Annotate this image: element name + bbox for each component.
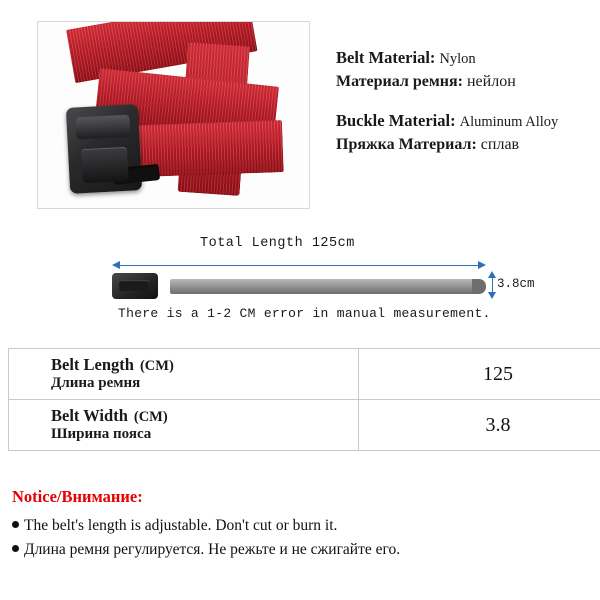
table-row — [9, 400, 600, 451]
spec-line-buckle-material-ru — [336, 134, 594, 157]
row-name-en: Belt Length — [51, 355, 134, 375]
spec-line-buckle-material-en — [336, 109, 594, 134]
length-dimension-arrow — [112, 261, 486, 270]
row-name-ru: Ширина пояса — [51, 426, 152, 443]
notice-item-en-text: The belt's length is adjustable. Don't cut or burn it. — [24, 517, 338, 534]
belt-width-label: 3.8cm — [497, 277, 535, 291]
table-cell-value-belt-length: 125 — [359, 349, 600, 400]
row-name-group — [51, 355, 357, 393]
total-length-label: Total Length 125cm — [200, 236, 355, 251]
notice-item-en — [12, 514, 592, 538]
arrow-head-down-icon — [488, 292, 496, 299]
spec-line-belt-material-ru — [336, 71, 594, 94]
notice-title: Notice/Внимание: — [12, 487, 143, 506]
row-name-en: Belt Width — [51, 406, 128, 426]
arrow-head-right-icon — [478, 261, 486, 269]
measurement-error-note: There is a 1-2 CM error in manual measurement. — [118, 306, 491, 321]
specification-table — [8, 348, 600, 451]
notice-block — [12, 487, 592, 562]
specification-text-block — [336, 46, 594, 157]
belt-flat-diagram — [112, 278, 486, 295]
table-cell-name-belt-length — [9, 349, 359, 400]
bullet-icon — [12, 521, 19, 528]
spec-value-buckle-material-en: Aluminum Alloy — [459, 114, 559, 131]
table-cell-name-belt-width — [9, 400, 359, 451]
spec-label-buckle-material-en: Buckle Material: — [336, 111, 456, 131]
spec-value-buckle-material-ru: сплав — [480, 136, 520, 154]
row-name-ru: Длина ремня — [51, 375, 141, 392]
notice-item-ru-text: Длина ремня регулируется. Не режьте и не сжигайте его. — [24, 541, 401, 559]
spec-label-belt-material-en: Belt Material: — [336, 48, 436, 67]
belt-product-photo — [37, 21, 310, 209]
spec-label-belt-material-ru: Материал ремня: — [336, 72, 463, 90]
row-unit: (CM) — [133, 409, 168, 426]
spec-value-belt-material-ru: нейлон — [466, 72, 516, 90]
spec-value-belt-material-en: Nylon — [439, 51, 476, 67]
row-name-group — [51, 406, 357, 444]
table-row — [9, 349, 600, 400]
row-unit: (CM) — [139, 358, 174, 375]
belt-buckle-icon — [66, 104, 142, 194]
bullet-icon — [12, 545, 19, 552]
width-dimension — [488, 273, 548, 301]
top-section — [0, 0, 600, 228]
belt-band-graphic — [170, 279, 480, 294]
table-cell-value-belt-width: 3.8 — [359, 400, 600, 451]
notice-item-ru — [12, 538, 592, 562]
belt-buckle-diagram-icon — [112, 273, 158, 299]
belt-photo-graphic — [38, 22, 309, 208]
spec-label-buckle-material-ru: Пряжка Материал: — [336, 136, 477, 154]
buckle-slot-icon — [113, 164, 160, 185]
measurement-diagram — [0, 236, 600, 336]
spec-group-buckle — [336, 109, 594, 156]
spec-line-belt-material-en — [336, 46, 594, 71]
belt-tip-graphic — [472, 279, 486, 294]
dimension-line — [118, 265, 480, 266]
